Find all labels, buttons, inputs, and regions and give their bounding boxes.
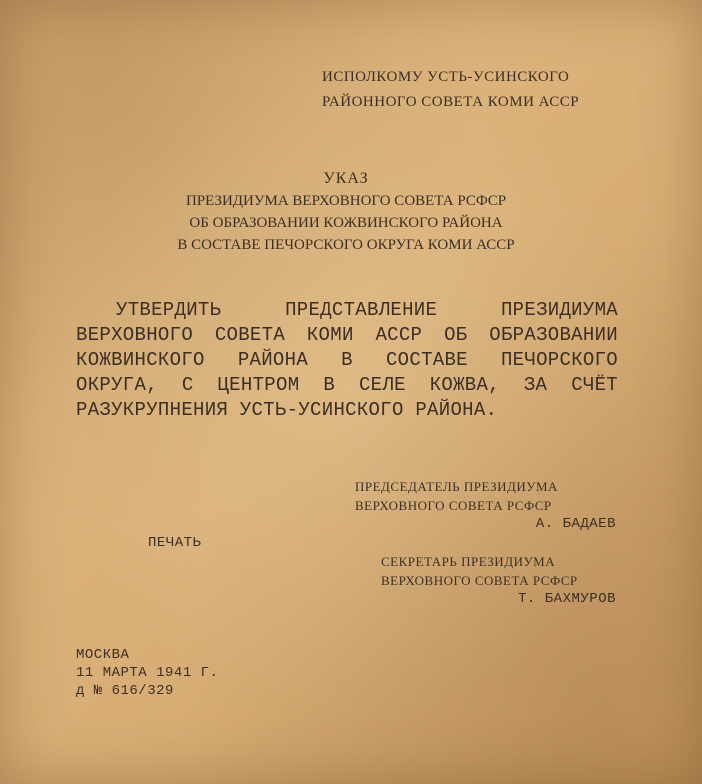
secretary-title-line-1: СЕКРЕТАРЬ ПРЕЗИДИУМА bbox=[381, 554, 556, 569]
chairman-title-line-2: ВЕРХОВНОГО СОВЕТА РСФСР bbox=[355, 498, 552, 513]
decree-title-line-1: ПРЕЗИДИУМА ВЕРХОВНОГО СОВЕТА РСФСР bbox=[185, 193, 507, 209]
decree-heading: УКАЗ bbox=[323, 170, 369, 187]
secretary-name: Т. БАХМУРОВ bbox=[518, 591, 616, 607]
addressee-line-2: РАЙОННОГО СОВЕТА КОМИ АССР bbox=[322, 94, 580, 110]
chairman-title-line-1: ПРЕДСЕДАТЕЛЬ ПРЕЗИДИУМА bbox=[355, 479, 558, 494]
footer-place: МОСКВА bbox=[76, 647, 130, 663]
seal-label: ПЕЧАТЬ bbox=[148, 535, 202, 551]
footer-number: д № 616/329 bbox=[76, 683, 174, 699]
decree-title-line-2: ОБ ОБРАЗОВАНИИ КОЖВИНСКОГО РАЙОНА bbox=[189, 215, 503, 231]
addressee-line-1: ИСПОЛКОМУ УСТЬ-УСИНСКОГО bbox=[322, 69, 570, 85]
decree-body-text: УТВЕРДИТЬ ПРЕДСТАВЛЕНИЕ ПРЕЗИДИУМА ВЕРХОВНОГО СОВЕТА КОМИ АССР ОБ ОБРАЗОВАНИИ КОЖВИНСКОГО РАЙОНА В СОСТАВЕ ПЕЧОРСКОГО ОКРУГА, С ЦЕНТРОМ В СЕЛЕ КОЖВА, ЗА СЧЁТ РАЗУКРУПНЕНИЯ УСТЬ-УСИНСКОГО РАЙОНА. bbox=[76, 299, 618, 421]
decree-title-line-3: В СОСТАВЕ ПЕЧОРСКОГО ОКРУГА КОМИ АССР bbox=[177, 237, 515, 253]
chairman-name: А. БАДАЕВ bbox=[535, 516, 616, 532]
decree-title bbox=[0, 168, 692, 256]
decree-body bbox=[76, 298, 618, 423]
footer-date: 11 МАРТА 1941 Г. bbox=[76, 665, 219, 681]
secretary-title-line-2: ВЕРХОВНОГО СОВЕТА РСФСР bbox=[381, 573, 578, 588]
